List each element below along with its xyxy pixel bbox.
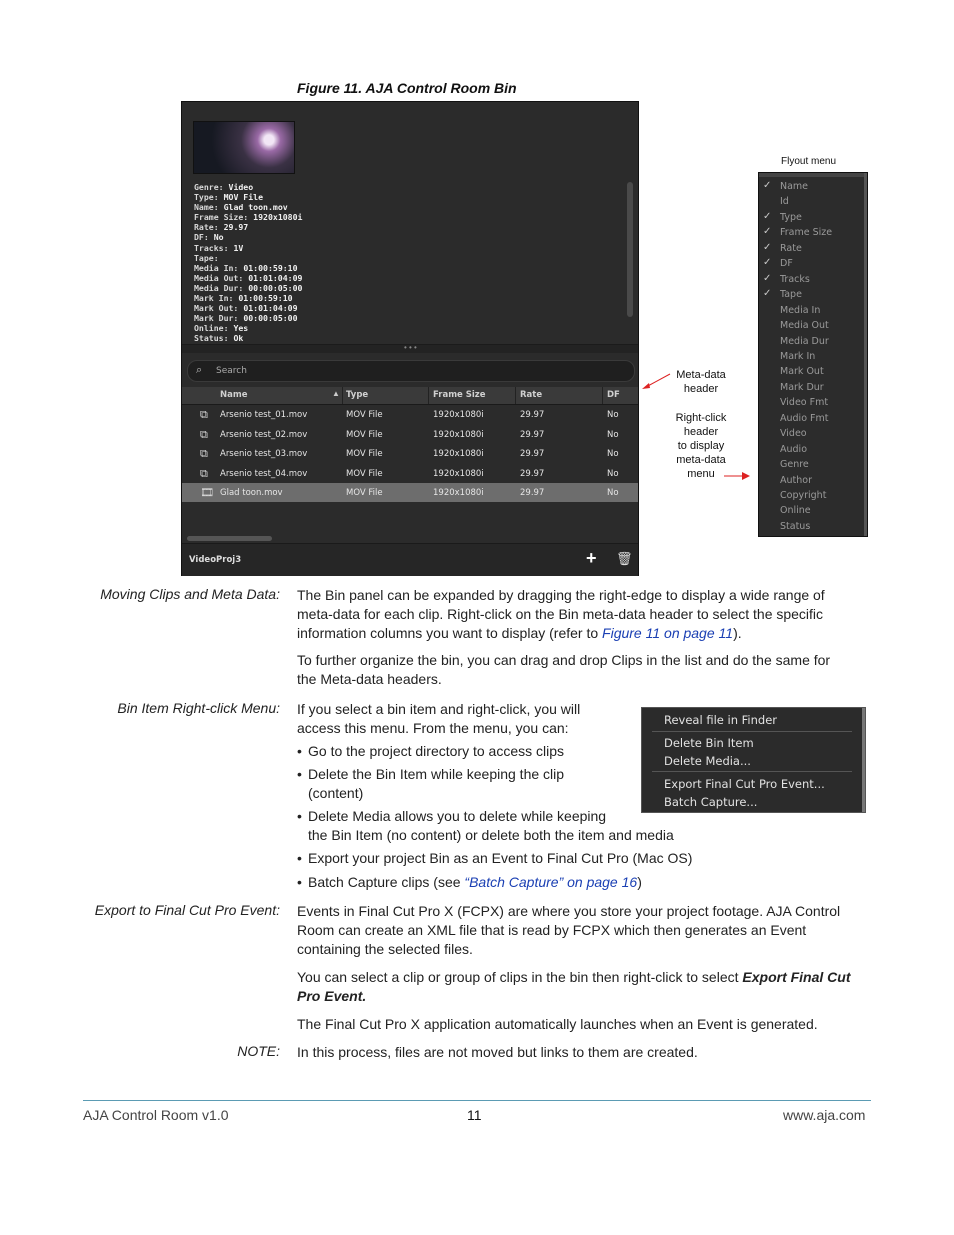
flyout-item-label: Name (780, 181, 809, 192)
flyout-item-label: Author (780, 474, 812, 486)
cell-name: Arsenio test_03.mov (220, 449, 308, 459)
flyout-item-label: Id (780, 196, 789, 208)
flyout-item[interactable] (759, 412, 867, 427)
flyout-item-label: Media Dur (780, 335, 829, 347)
cell-frame-size: 1920x1080i (433, 429, 484, 440)
flyout-item[interactable] (759, 242, 867, 257)
cell-name: Glad toon.mov (220, 488, 283, 498)
column-header-name[interactable]: Name (220, 390, 248, 400)
clip-row[interactable] (182, 425, 638, 444)
cell-rate: 29.97 (520, 410, 545, 420)
metadata-line: Mark Out: 01:01:04:09 (194, 303, 298, 314)
cell-df: No (607, 429, 619, 440)
cell-type: MOV File (346, 429, 383, 440)
search-placeholder: Search (216, 366, 247, 376)
export-fcp-label: Export to Final Cut Pro Event: (94, 902, 280, 918)
metadata-line: Media Out: 01:01:04:09 (194, 272, 303, 283)
column-header-type[interactable]: Type (346, 390, 369, 400)
film-clip-icon: ⧉ (200, 408, 208, 421)
footer-website: www.aja.com (783, 1107, 866, 1123)
flyout-item-label: Status (780, 520, 811, 532)
cell-type: MOV File (346, 410, 383, 420)
menu-item-export-fcp-event[interactable]: Export Final Cut Pro Event... (664, 777, 825, 791)
add-icon[interactable]: + (586, 548, 597, 568)
checkmark-icon: ✓ (763, 226, 772, 238)
bin-panel (181, 101, 639, 576)
flyout-item-label: Genre (780, 459, 809, 471)
flyout-item-label: Tracks (780, 273, 810, 285)
cell-rate: 29.97 (520, 449, 545, 459)
project-name: VideoProj3 (189, 555, 242, 565)
checkmark-icon: ✓ (763, 210, 772, 222)
cell-rate: 29.97 (520, 488, 545, 498)
flyout-item-label: Frame Size (780, 227, 833, 239)
moving-clips-label: Moving Clips and Meta Data: (100, 586, 280, 602)
flyout-menu (758, 172, 868, 537)
cell-name: Arsenio test_02.mov (220, 429, 308, 440)
figure-11-link[interactable]: Figure 11 on page 11 (602, 625, 734, 641)
flyout-item[interactable] (759, 458, 867, 473)
column-header-df[interactable]: DF (607, 390, 620, 400)
metadata-line: Rate: 29.97 (194, 222, 249, 233)
cell-frame-size: 1920x1080i (433, 488, 484, 498)
trash-icon[interactable]: 🗑 (616, 551, 633, 566)
metadata-line: Genre: Video (194, 182, 254, 192)
checkmark-icon: ✓ (763, 180, 772, 191)
metadata-line: Online: Yes (194, 323, 249, 334)
film-clip-icon: 🎞 (200, 486, 214, 499)
flyout-item-label: Video Fmt (780, 397, 829, 409)
footer-product: AJA Control Room v1.0 (83, 1107, 229, 1123)
splitter-grip-icon[interactable]: • • • (404, 343, 417, 352)
clip-row[interactable] (182, 444, 638, 463)
checkmark-icon: ✓ (763, 241, 772, 253)
flyout-item[interactable] (759, 304, 867, 319)
flyout-item-label: Audio Fmt (780, 412, 829, 424)
metadata-header-label: Meta-data header (676, 369, 726, 395)
metadata-header[interactable] (182, 387, 638, 405)
checkmark-icon: ✓ (763, 288, 772, 300)
metadata-scrollbar[interactable] (627, 182, 633, 317)
flyout-item-label: Media In (780, 304, 821, 316)
flyout-item[interactable] (759, 504, 867, 519)
flyout-item-label: Rate (780, 242, 802, 254)
checkmark-icon: ✓ (763, 257, 772, 269)
metadata-line: Media In: 01:00:59:10 (194, 262, 298, 273)
flyout-item[interactable] (759, 288, 867, 303)
moving-clips-paragraph-1: The Bin panel can be expanded by dragging the right-edge to display a wide range of meta-data for each clip. Right-click on the Bin meta-data header to select the specific information columns you want to display (refer to Figure 11 on page 11). (297, 587, 825, 641)
flyout-item[interactable] (759, 396, 867, 411)
flyout-item-label: Mark Dur (780, 381, 824, 393)
flyout-item-label: Mark Out (780, 366, 824, 378)
cell-df: No (607, 410, 619, 420)
menu-item-delete-bin-item[interactable]: Delete Bin Item (664, 736, 754, 750)
horizontal-scrollbar[interactable] (187, 536, 272, 541)
clip-thumbnail (193, 121, 295, 174)
film-clip-icon: ⧉ (200, 427, 208, 441)
flyout-item-label: Tape (780, 289, 802, 301)
clip-row[interactable] (182, 464, 638, 483)
flyout-item[interactable] (759, 195, 867, 210)
metadata-line: Mark Dur: 00:00:05:00 (194, 313, 298, 324)
cell-frame-size: 1920x1080i (433, 449, 484, 459)
flyout-item-label: Video (780, 428, 807, 440)
column-header-frame-size[interactable]: Frame Size (433, 390, 486, 400)
metadata-line: DF: No (194, 232, 224, 243)
export-paragraph-1: Events in Final Cut Pro X (FCPX) are where you store your project footage. AJA Control Room can create an XML file that is read by FCPX which then generates an Event containing the selected files. (297, 903, 841, 957)
flyout-item[interactable] (759, 350, 867, 365)
flyout-item[interactable] (759, 335, 867, 350)
cell-type: MOV File (346, 488, 383, 498)
flyout-item[interactable] (759, 226, 867, 241)
checkmark-icon: ✓ (763, 272, 772, 284)
bin-item-context-menu (641, 707, 866, 813)
flyout-item[interactable] (759, 474, 867, 489)
clip-metadata (194, 182, 302, 344)
clip-row[interactable] (182, 405, 638, 424)
cell-type: MOV File (346, 449, 383, 459)
moving-clips-paragraph-2: To further organize the bin, you can drag and drop Clips in the list and do the same for the Meta-data headers. (297, 652, 831, 687)
flyout-menu-label: Flyout menu (781, 156, 837, 167)
bin-item-paragraph: If you select a bin item and right-click, you will access this menu. From the menu, you can: (297, 701, 581, 736)
metadata-header-arrow (640, 372, 672, 390)
cell-df: No (607, 488, 619, 498)
flyout-item[interactable] (759, 180, 867, 195)
bin-footer (182, 543, 638, 576)
flyout-item-label: Media Out (780, 320, 829, 332)
cell-frame-size: 1920x1080i (433, 410, 484, 420)
metadata-line: Type: MOV File (194, 192, 264, 203)
metadata-line: Name: Glad toon.mov (194, 202, 288, 213)
flyout-item[interactable] (759, 211, 867, 226)
flyout-item[interactable] (759, 520, 867, 535)
metadata-line: Status: Ok (194, 333, 244, 344)
bin-item-menu-label: Bin Item Right-click Menu: (117, 700, 280, 716)
cell-type: MOV File (346, 468, 383, 479)
menu-item-delete-media[interactable]: Delete Media... (664, 754, 751, 768)
export-paragraph-2: You can select a clip or group of clips in the bin then right-click to select Export Final Cut Pro Event. (297, 969, 851, 1004)
column-header-rate[interactable]: Rate (520, 390, 543, 400)
flyout-item[interactable] (759, 319, 867, 334)
menu-item-reveal-in-finder[interactable]: Reveal file in Finder (664, 713, 778, 727)
cell-df: No (607, 449, 619, 459)
metadata-line: Mark In: 01:00:59:10 (194, 293, 293, 304)
cell-df: No (607, 468, 619, 479)
cell-name: Arsenio test_01.mov (220, 410, 308, 420)
flyout-item[interactable] (759, 273, 867, 288)
cell-frame-size: 1920x1080i (433, 468, 484, 479)
cell-name: Arsenio test_04.mov (220, 468, 308, 479)
page-number: 11 (467, 1107, 482, 1123)
metadata-line: Tape: (194, 252, 219, 263)
flyout-item-label: Copyright (780, 490, 827, 501)
metadata-line: Media Dur: 00:00:05:00 (194, 282, 303, 293)
right-click-header-label: Right-click header to display meta-data menu (675, 412, 727, 480)
flyout-item[interactable] (759, 443, 867, 458)
film-clip-icon: ⧉ (200, 447, 208, 460)
search-field[interactable] (187, 360, 635, 382)
figure-caption: Figure 11. AJA Control Room Bin (297, 80, 517, 96)
export-paragraph-3: The Final Cut Pro X application automatically launches when an Event is generated. (297, 1016, 818, 1032)
footer-rule (83, 1100, 871, 1101)
batch-capture-link[interactable]: “Batch Capture” on page 16 (464, 874, 638, 890)
clip-row[interactable] (182, 483, 638, 502)
cell-rate: 29.97 (520, 429, 545, 440)
search-icon: ⌕ (196, 364, 203, 376)
flyout-item[interactable] (759, 427, 867, 442)
cell-rate: 29.97 (520, 468, 545, 479)
film-clip-icon: ⧉ (200, 466, 208, 480)
sort-ascending-icon[interactable]: ▲ (332, 389, 340, 398)
menu-item-batch-capture[interactable]: Batch Capture... (664, 795, 758, 809)
metadata-line: Frame Size: 1920x1080i (194, 212, 303, 223)
note-text: In this process, files are not moved but links to them are created. (297, 1044, 698, 1060)
flyout-item-label: Mark In (780, 350, 816, 362)
flyout-item-label: Online (780, 505, 811, 517)
note-label: NOTE: (237, 1043, 280, 1059)
flyout-item[interactable] (759, 381, 867, 396)
flyout-item-label: DF (780, 258, 793, 270)
flyout-item[interactable] (759, 365, 867, 380)
flyout-item[interactable] (759, 257, 867, 272)
right-click-arrow (722, 471, 752, 481)
flyout-item[interactable] (759, 489, 867, 504)
flyout-item-label: Audio (780, 443, 808, 455)
flyout-item-label: Type (780, 211, 802, 223)
metadata-line: Tracks: 1V (194, 242, 244, 253)
